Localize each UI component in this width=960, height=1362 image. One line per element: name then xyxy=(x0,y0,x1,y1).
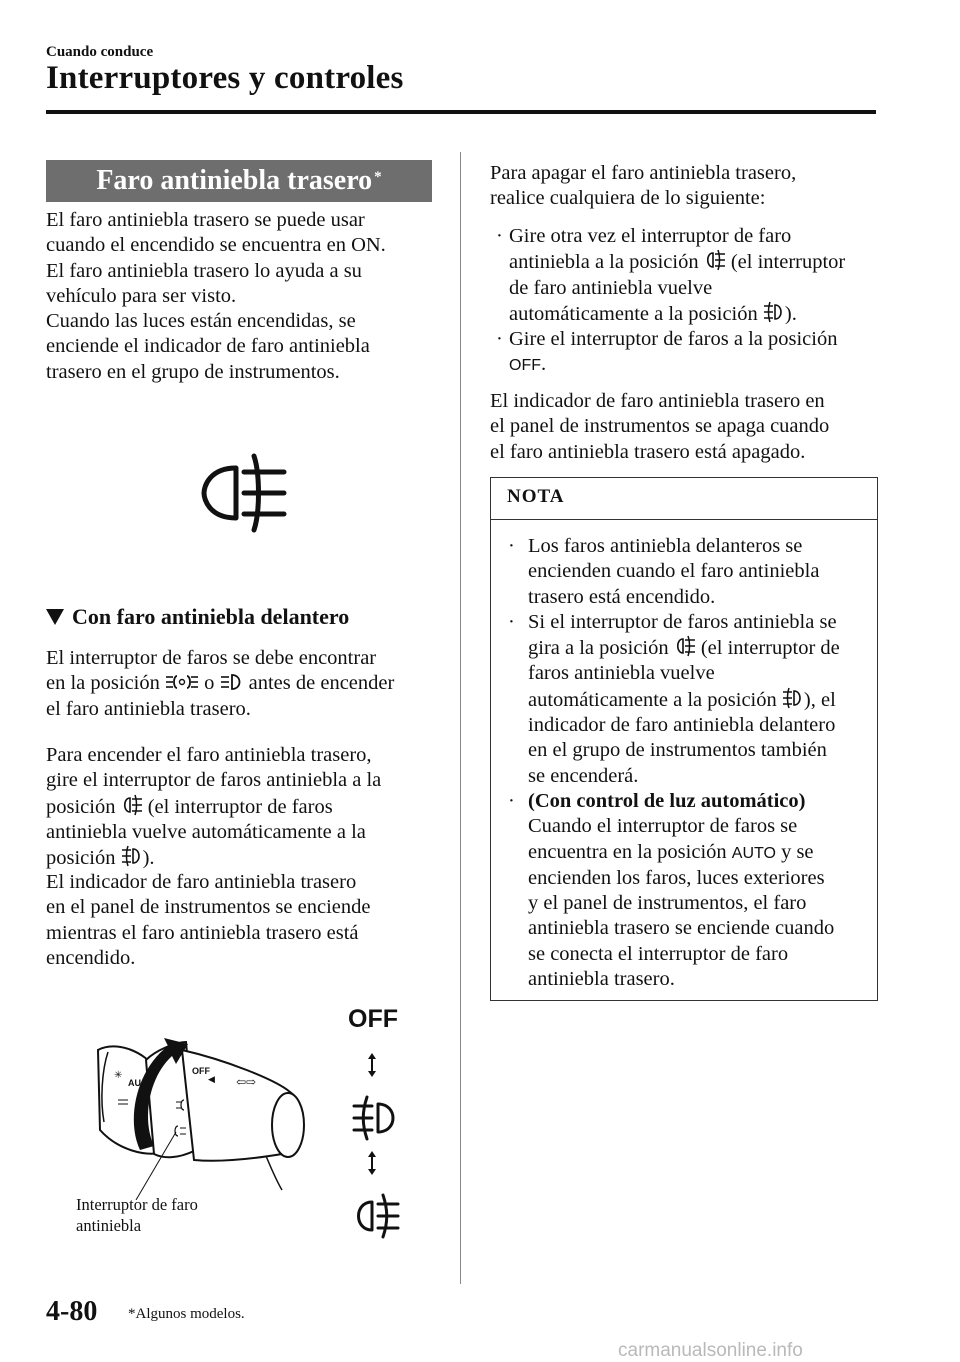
list-item xyxy=(492,224,845,327)
text-span: . xyxy=(541,353,547,376)
text-span: encuentra en la posición xyxy=(528,840,727,863)
text-line: el faro antiniebla trasero está apagado. xyxy=(490,440,806,463)
paragraph-1 xyxy=(46,646,394,722)
double-arrow-icon xyxy=(366,1150,378,1176)
watermark: carmanualsonline.info xyxy=(618,1340,803,1361)
caption-line: antiniebla xyxy=(76,1216,142,1235)
text-line: antiniebla trasero. xyxy=(528,968,675,991)
text-span: o xyxy=(204,672,215,695)
list-item xyxy=(506,534,871,610)
text-line: encienden los faros, luces exteriores xyxy=(528,866,825,889)
note-divider xyxy=(491,519,877,520)
text-line: el faro antiniebla trasero. xyxy=(46,697,251,720)
section-banner xyxy=(46,160,432,202)
subheading xyxy=(46,604,349,630)
text-line xyxy=(528,840,871,866)
text-line: gire el interruptor de faros antiniebla a la xyxy=(46,769,382,792)
page-number: 4-80 xyxy=(46,1296,98,1327)
text-line: El faro antiniebla trasero lo ayuda a su xyxy=(46,259,362,282)
intro-paragraph xyxy=(46,208,386,385)
text-line: y el panel de instrumentos, el faro xyxy=(528,892,807,915)
text-line xyxy=(528,687,871,713)
text-span: ), el xyxy=(803,688,836,711)
text-line: cuando el encendido se encuentra en ON. xyxy=(46,234,386,257)
text-span: (el interruptor de faros xyxy=(147,795,333,818)
subheading-text: Con faro antiniebla delantero xyxy=(72,604,350,629)
footnote: *Algunos modelos. xyxy=(128,1306,245,1322)
caption-line: Interruptor de faro xyxy=(76,1195,198,1214)
svg-text:AU: AU xyxy=(128,1078,141,1088)
text-span: gira a la posición xyxy=(528,637,669,660)
text-line: se conecta el interruptor de faro xyxy=(528,942,789,965)
text-line: Si el interruptor de faros antiniebla se xyxy=(528,610,837,633)
text-line: Para encender el faro antiniebla trasero, xyxy=(46,744,372,766)
off-label: OFF xyxy=(348,1005,398,1033)
right-intro xyxy=(490,161,796,212)
rear-fog-icon xyxy=(674,635,696,657)
text-line: El indicador de faro antiniebla trasero xyxy=(46,871,357,893)
note-list xyxy=(506,534,871,992)
text-span: (el interruptor xyxy=(730,251,846,274)
fog-switch-illustration xyxy=(76,1030,326,1200)
text-span: antiniebla a la posición xyxy=(509,251,699,274)
list-item xyxy=(506,789,871,992)
rear-fog-position-icon xyxy=(350,1192,402,1240)
list-item xyxy=(506,610,871,789)
list-item xyxy=(492,327,845,379)
illustration-caption xyxy=(76,1194,198,1236)
bullet-dot: · xyxy=(508,610,515,633)
svg-text:OFF: OFF xyxy=(192,1066,210,1076)
text-line: enciende el indicador de faro antiniebla xyxy=(46,335,370,358)
text-line: mientras el faro antiniebla trasero está xyxy=(46,921,359,944)
text-span: en la posición xyxy=(46,672,160,695)
text-line: se encenderá. xyxy=(528,764,639,787)
auto-position-label: AUTO xyxy=(731,844,776,862)
header-rule xyxy=(46,110,876,114)
bullet-dot: · xyxy=(508,535,515,557)
text-line: Gire otra vez el interruptor de faro xyxy=(509,225,792,247)
text-line xyxy=(46,671,394,696)
off-steps-list xyxy=(492,224,845,379)
text-line: antiniebla vuelve automáticamente a la xyxy=(46,820,366,843)
text-line: indicador de faro antiniebla delantero xyxy=(528,714,836,737)
front-fog-icon xyxy=(763,301,785,323)
text-line: encendido. xyxy=(46,946,136,969)
banner-title: Faro antiniebla trasero xyxy=(96,165,373,196)
text-line: en el grupo de instrumentos también xyxy=(528,739,827,762)
section-label: Cuando conduce xyxy=(46,44,154,60)
text-line: encienden cuando el faro antiniebla xyxy=(528,560,820,583)
text-line xyxy=(528,635,871,661)
text-line: Cuando las luces están encendidas, se xyxy=(46,310,356,333)
bullet-dot: · xyxy=(508,789,515,812)
text-line: Cuando el interruptor de faros se xyxy=(528,815,798,838)
text-span: posición xyxy=(46,795,116,818)
text-line: trasero en el grupo de instrumentos. xyxy=(46,360,340,383)
text-line: realice cualquiera de lo siguiente: xyxy=(490,187,766,210)
note-title: NOTA xyxy=(507,486,565,507)
text-span: automáticamente a la posición xyxy=(528,688,777,711)
text-span: posición xyxy=(46,847,116,870)
text-line: de faro antiniebla vuelve xyxy=(509,276,713,299)
text-line: El faro antiniebla trasero se puede usar xyxy=(46,209,365,231)
front-fog-icon xyxy=(121,845,143,867)
text-span: automáticamente a la posición xyxy=(509,302,758,325)
banner-asterisk: * xyxy=(374,168,382,185)
text-line: El interruptor de faros se debe encontrar xyxy=(46,647,377,669)
svg-text:◀: ◀ xyxy=(208,1074,215,1084)
text-line: vehículo para ser visto. xyxy=(46,284,237,307)
text-line xyxy=(46,845,381,871)
text-span: antes de encender xyxy=(248,672,395,695)
headlights-icon xyxy=(220,672,244,692)
off-position-label: OFF xyxy=(509,357,541,375)
rear-fog-icon xyxy=(121,794,143,816)
text-line: el panel de instrumentos se apaga cuando xyxy=(490,415,830,438)
text-line: trasero está encendido. xyxy=(528,585,716,608)
bullet-dot: · xyxy=(496,225,503,247)
front-fog-icon xyxy=(782,687,804,709)
chapter-title: Interruptores y controles xyxy=(46,60,404,96)
text-line: faros antiniebla vuelve xyxy=(528,662,715,685)
text-span: ). xyxy=(142,847,155,870)
front-fog-position-icon xyxy=(352,1094,400,1142)
paragraph-2 xyxy=(46,743,381,871)
text-line: Gire el interruptor de faros a la posición xyxy=(509,328,838,351)
parking-lights-icon xyxy=(165,672,199,692)
svg-text:✳: ✳ xyxy=(114,1070,123,1081)
note-bold-heading: (Con control de luz automático) xyxy=(528,789,806,812)
text-line: en el panel de instrumentos se enciende xyxy=(46,896,371,919)
text-span: ). xyxy=(784,302,797,325)
text-line xyxy=(509,352,845,378)
text-line xyxy=(509,249,845,275)
text-line: Para apagar el faro antiniebla trasero, xyxy=(490,162,797,184)
text-span: y se xyxy=(781,840,814,863)
rear-fog-indicator-icon xyxy=(196,450,292,536)
column-divider xyxy=(460,152,461,1284)
text-span: (el interruptor de xyxy=(700,637,840,660)
text-line: antiniebla trasero se enciende cuando xyxy=(528,917,835,940)
bullet-dot: · xyxy=(496,328,503,351)
triangle-bullet-icon xyxy=(46,609,64,625)
text-line xyxy=(509,301,845,327)
text-line: Los faros antiniebla delanteros se xyxy=(528,535,803,557)
text-line: El indicador de faro antiniebla trasero en xyxy=(490,390,825,412)
rear-fog-icon xyxy=(704,249,726,271)
paragraph-3 xyxy=(46,870,370,971)
right-paragraph-2 xyxy=(490,389,829,465)
svg-text:⇦⇨: ⇦⇨ xyxy=(236,1075,257,1089)
double-arrow-icon xyxy=(366,1052,378,1078)
text-line xyxy=(46,794,381,820)
